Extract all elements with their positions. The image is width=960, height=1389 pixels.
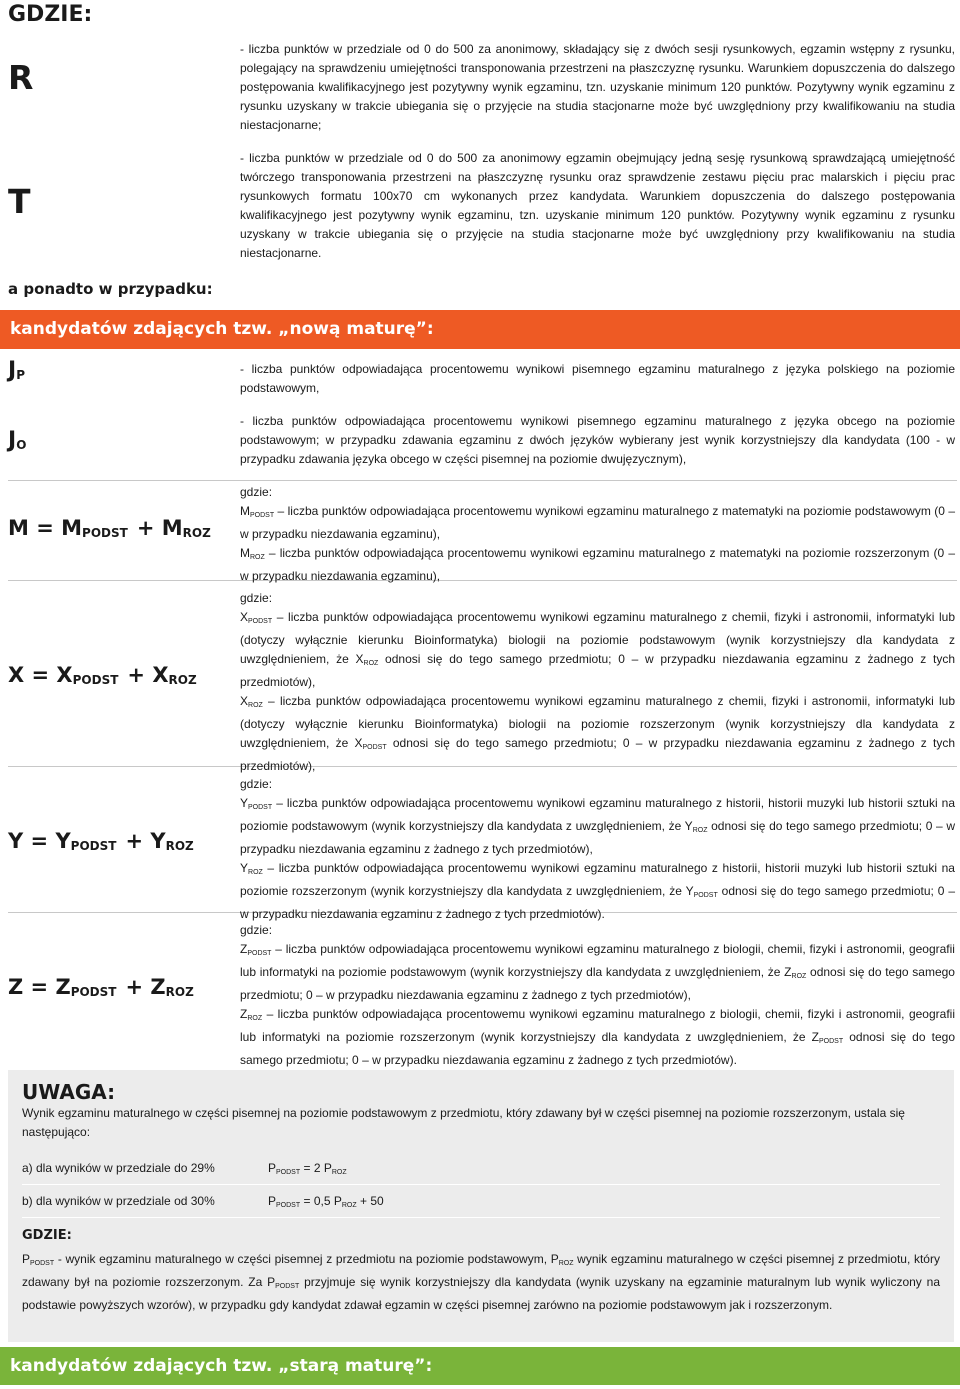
row-m: [8, 481, 957, 581]
uwaga-title: UWAGA:: [22, 1080, 116, 1104]
page-title: GDZIE:: [8, 2, 93, 27]
y-definition: gdzie: $Y_{PODST}$ – liczba punktów odpowiadająca procentowemu wynikowi egzaminu maturalnego z historii, historii muzyki lub historii sztuki na poziomie podstawowym (wynik korzystniejszy dla kandydata z uwzględnieniem, że $Y_{ROZ}$ odnosi się do tego samego przedmiotu; 0 – w przypadku niezdawania egzaminu z żadnego z tych przedmiotów), $Y_{ROZ}$ – liczba punktów odpowiadająca procentowemu wynikowi egzaminu maturalnego z historii, historii muzyki lub historii sztuki na poziomie rozszerzonym (wynik korzystniejszy dla kandydata z uwzględnieniem, że $Y_{PODST}$ odnosi się do tego samego przedmiotu; 0 – w przypadku niezdawania egzaminu z żadnego z tych przedmiotów).: [240, 777, 955, 921]
formula-x: $X = X_{PODST} + X_{ROZ}$: [8, 663, 197, 687]
uwaga-row-a: a) dla wyników w przedziale do 29% $P_{PODST} = 2$ $P_{ROZ}$: [22, 1152, 940, 1185]
symbol-jo: $J_O$: [8, 428, 27, 453]
banner-new-matura: kandydatów zdających tzw. „nową maturę”:: [0, 310, 960, 349]
formula-z: $Z = Z_{PODST} + Z_{ROZ}$: [8, 975, 194, 999]
row-z: [8, 913, 957, 1067]
formula-y: $Y = Y_{PODST} + Y_{ROZ}$: [8, 829, 194, 853]
uwaga-box: [8, 1070, 954, 1342]
row-t: [8, 148, 957, 272]
row-jo: [8, 406, 957, 481]
r-definition: - liczba punktów w przedziale od 0 do 500 za anonimowy, składający się z dwóch sesji rysunkowych, egzamin wstępny z rysunku, polegający na sprawdzeniu umiejętności transponowania przestrzeni na płaszczyznę rysunku. Warunkiem dopuszczenia do dalszego postępowania kwalifikacyjnego jest pozytywny wynik egzaminu, tzn. uzyskanie minimum 120 punktów. Pozytywny wynik egzaminu z rysunku uzyskany w trakcie ubiegania się o przyjęcie na studia stacjonarne może być uwzględniony przy kwalifikowaniu na studia niestacjonarne;: [240, 42, 955, 132]
x-definition: gdzie: $X_{PODST}$ – liczba punktów odpowiadająca procentowemu wynikowi egzaminu maturalnego z chemii, fizyki i astronomii, informatyki lub (dotyczy wyłącznie kierunku Bioinformatyka) biologii na poziomie podstawowym (wynik korzystniejszy dla kandydata z uwzględnieniem, że $X_{ROZ}$ odnosi się do tego samego przedmiotu; 0 – w przypadku niezdawania egzaminu z żadnego z tych przedmiotów), $X_{ROZ}$ – liczba punktów odpowiadająca procentowemu wynikowi egzaminu maturalnego z chemii, fizyki i astronomii, informatyki lub (dotyczy wyłącznie kierunku Bioinformatyka) biologii na poziomie rozszerzonym (wynik korzystniejszy dla kandydata z uwzględnieniem, że $X_{PODST}$ odnosi się do tego samego przedmiotu; 0 – w przypadku niezdawania egzaminu z żadnego z tych przedmiotów),: [240, 591, 955, 773]
uwaga-gdzie-title: GDZIE:: [22, 1228, 72, 1243]
m-definition: gdzie: $M_{PODST}$ – liczba punktów odpowiadająca procentowemu wynikowi egzaminu maturalnego z matematyki na poziomie podstawowym (0 – w przypadku niezdawania egzaminu), $M_{ROZ}$ – liczba punktów odpowiadająca procentowemu wynikowi egzaminu maturalnego z matematyki na poziomie rozszerzonym (0 – w przypadku niezdawania egzaminu),: [240, 485, 955, 583]
symbol-r: R: [8, 58, 34, 97]
row-r: [8, 30, 957, 148]
jp-definition: - liczba punktów odpowiadająca procentowemu wynikowi pisemnego egzaminu maturalnego z języka polskiego na poziomie podstawowym,: [240, 362, 955, 395]
t-definition: - liczba punktów w przedziale od 0 do 500 za anonimowy egzamin obejmujący jedną sesję rysunkową sprawdzającą umiejętność twórczego transponowania przestrzeni na płaszczyznę rysunku oraz sprawdzenie zestawu pięciu prac malarskich i pięciu prac rysunkowych formatu 100x70 cm wykonanych przez kandydata. Warunkiem dopuszczenia do dalszego postępowania kwalifikacyjnego jest pozytywny wynik egzaminu, tzn. uzyskanie minimum 120 punktów. Pozytywny wynik egzaminu z rysunku uzyskany w trakcie ubiegania się o przyjęcie na studia stacjonarne może być uwzględniony przy kwalifikowaniu na studia niestacjonarne.: [240, 151, 955, 260]
row-jp: [8, 352, 957, 406]
uwaga-gdzie-text: $P_{PODST}$ - wynik egzaminu maturalnego w części pisemnej z przedmiotu na poziomie podstawowym, $P_{ROZ}$ wynik egzaminu maturalnego w części pisemnej z przedmiotu, który zdawany był na poziomie rozszerzonym. Za $P_{PODST}$ przyjmuje się wynik korzystniejszy dla kandydata (wynik uzyskany na egzaminie maturalnym lub wynik wyliczony na podstawie powyższych wzorów), w przypadku gdy kandydat zdawał egzamin w części pisemnej zarówno na poziomie podstawowym jak i rozszerzonym.: [22, 1252, 940, 1312]
row-y: [8, 767, 957, 921]
ponadto-heading: a ponadto w przypadku:: [8, 280, 213, 298]
symbol-jp: $J_P$: [8, 358, 25, 383]
jo-definition: - liczba punktów odpowiadająca procentowemu wynikowi pisemnego egzaminu maturalnego z języka obcego na poziomie podstawowym; w przypadku zdawania egzaminu z dwóch języków wybierany jest wynik korzystniejszy dla kandydata (100 - w przypadku zdawania języka obcego w części pisemnej na poziomie dwujęzycznym),: [240, 414, 955, 466]
uwaga-row-b: b) dla wyników w przedziale od 30% $P_{PODST} = 0,5$ $P_{ROZ} + 50$: [22, 1185, 940, 1218]
uwaga-intro: Wynik egzaminu maturalnego w części pisemnej na poziomie podstawowym z przedmiotu, który zdawany był w części pisemnej na poziomie rozszerzonym, ustala się następująco:: [22, 1106, 905, 1139]
formula-m: $M = M_{PODST} + M_{ROZ}$: [8, 516, 211, 540]
symbol-t: T: [8, 182, 31, 221]
row-x: [8, 581, 957, 773]
banner-old-matura: kandydatów zdających tzw. „starą maturę”:: [0, 1347, 960, 1385]
z-definition: gdzie: $Z_{PODST}$ – liczba punktów odpowiadająca procentowemu wynikowi egzaminu maturalnego z biologii, chemii, fizyki i astronomii, geografii lub informatyki na poziomie podstawowym (wynik korzystniejszy dla kandydata z uwzględnieniem, że $Z_{ROZ}$ odnosi się do tego samego przedmiotu; 0 – w przypadku niezdawania egzaminu z żadnego z tych przedmiotów), $Z_{ROZ}$ – liczba punktów odpowiadająca procentowemu wynikowi egzaminu maturalnego z biologii, chemii, fizyki i astronomii, geografii lub informatyki na poziomie rozszerzonym (wynik korzystniejszy dla kandydata z uwzględnieniem, że $Z_{PODST}$ odnosi się do tego samego przedmiotu; 0 – w przypadku niezdawania egzaminu z żadnego z tych przedmiotów).: [240, 923, 955, 1067]
